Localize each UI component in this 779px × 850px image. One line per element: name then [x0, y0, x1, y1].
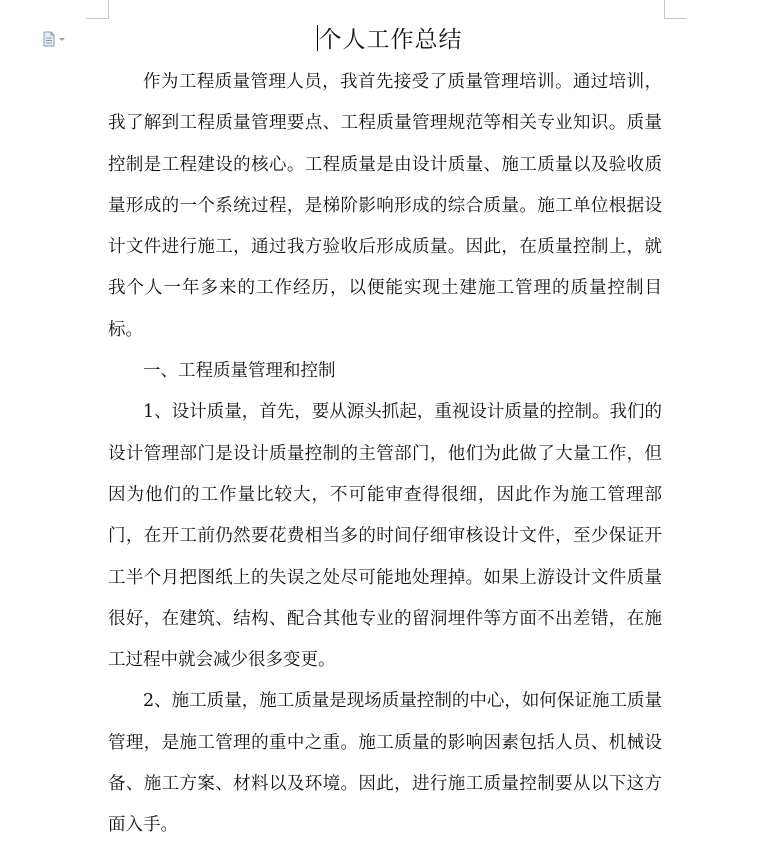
crop-mark-top-right [664, 0, 687, 19]
text-cursor [317, 25, 318, 51]
crop-mark-top-left [86, 0, 109, 19]
document-title-text: 个人工作总结 [318, 27, 463, 53]
document-title[interactable] [0, 22, 779, 58]
section-heading-quality-control: 一、工程质量管理和控制 [143, 361, 336, 382]
paragraph-design-quality: 1、设计质量，首先，要从源头抓起，重视设计质量的控制。我们的设计管理部门是设计质量控制的主管部门，他们为此做了大量工作，但因为他们的工作量比较大，不可能审查得很细，因此作为施工管理部门，在开工前仍然要花费相当多的时间仔细审核设计文件，至少保证开工半个月把图纸上的失误之处尽可能地处理掉。如果上游设计文件质量很好，在建筑、结构、配合其他专业的留洞埋件等方面不出差错，在施工过程中就会减少很多变更。 [108, 402, 662, 671]
paragraph-construction-quality: 2、施工质量，施工质量是现场质量控制的中心，如何保证施工质量管理，是施工管理的重中之重。施工质量的影响因素包括人员、机械设备、施工方案、材料以及环境。因此，进行施工质量控制要从以下这方面入手。 [108, 691, 662, 836]
paragraph-intro: 作为工程质量管理人员，我首先接受了质量管理培训。通过培训，我了解到工程质量管理要点、工程质量管理规范等相关专业知识。质量控制是工程建设的核心。工程质量是由设计质量、施工质量以及验收质量形成的一个系统过程，是梯阶影响形成的综合质量。施工单位根据设计文件进行施工，通过我方验收后形成质量。因此，在质量控制上，就我个人一年多来的工作经历，以便能实现土建施工管理的质量控制目标。 [108, 72, 662, 340]
document-body[interactable] [108, 62, 662, 847]
